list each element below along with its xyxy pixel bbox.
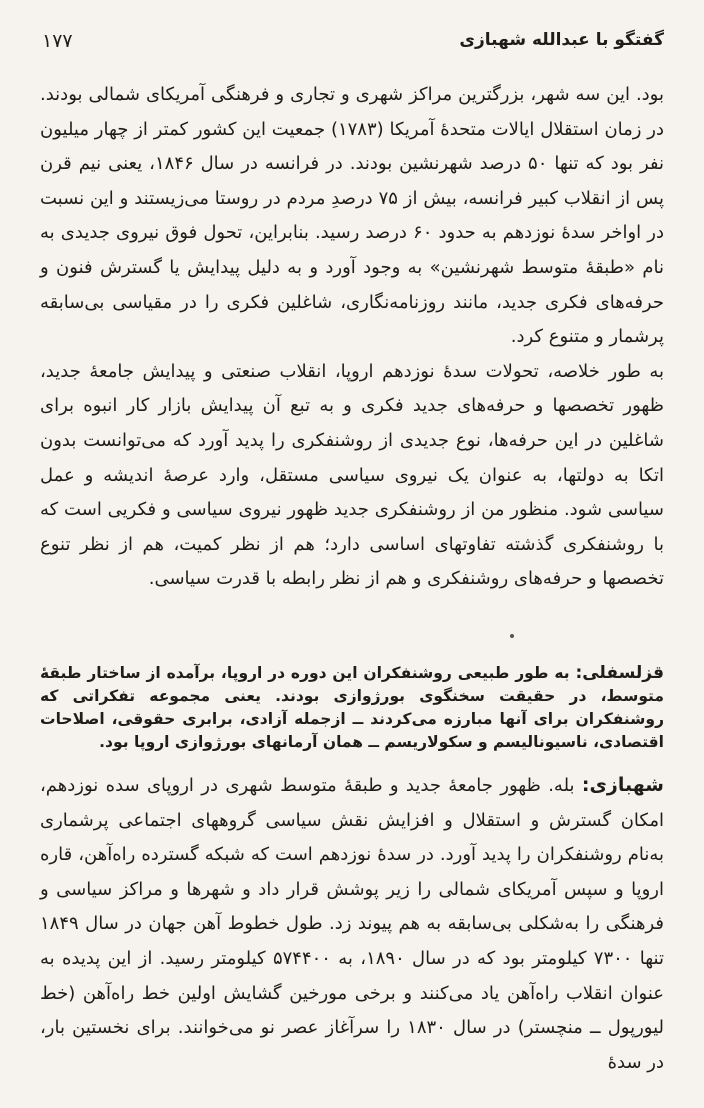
interview-question [40,662,664,754]
body-text [40,78,664,597]
page-number: ۱۷۷ [42,30,73,52]
running-head: گفتگو با عبدالله شهبازی [459,30,664,50]
interview-answer [40,768,664,1080]
page-header [42,30,664,58]
answer-text: بله. ظهور جامعهٔ جدید و طبقهٔ متوسط شهری در اروپای سده نوزدهم، امکان گسترش و استقلال و افزایش نقش سیاسی گروههای اجتماعی پرشماری به‌نام روشنفکران را پدید آورد. در سدهٔ نوزدهم است که شبکه گسترده راه‌آهن، قاره اروپا و سپس آمریکای شمالی را زیر پوشش قرار داد و شهرها و مراکز سیاسی و فرهنگی را به‌شکلی بی‌سابقه به هم پیوند زد. طول خطوط آهن جهان در سال ۱۸۴۹ تنها ۷۳۰۰ کیلومتر بود که در سال ۱۸۹۰، به ۵۷۴۴۰۰ کیلومتر رسید. از این پدیده به عنوان انقلاب راه‌آهن یاد می‌کنند و برخی مورخین گشایش اولین خط راه‌آهن (خط لیورپول ــ منچستر) در سال ۱۸۳۰ را سرآغاز عصر نو می‌خوانند. برای نخستین بار، در سدهٔ [40,775,664,1073]
paragraph-2: به طور خلاصه، تحولات سدهٔ نوزدهم اروپا، انقلاب صنعتی و پیدایش جامعهٔ جدید، ظهور تخصصها و حرفه‌های جدید فکری و به تبع آن پیدایش بازار کار انبوه برای شاغلین در این حرفه‌ها، نوع جدیدی از روشنفکری را پدید آورد که می‌توانست بدون اتکا به دولتها، به عنوان یک نیروی سیاسی مستقل، وارد عرصهٔ اندیشه و عمل سیاسی شود. منظور من از روشنفکری جدید ظهور نیروی سیاسی و فکریی است که با روشنفکری گذشته تفاوتهای اساسی دارد؛ هم از نظر کمیت، هم از نظر تنوع تخصصها و حرفه‌های روشنفکری و هم از نظر رابطه با قدرت سیاسی. [40,360,664,590]
paragraph-1: بود. این سه شهر، بزرگترین مراکز شهری و تجاری و فرهنگی آمریکای شمالی بودند. در زمان استقلال ایالات متحدهٔ آمریکا (۱۷۸۳) جمعیت این کشور کمتر از چهار میلیون نفر بود که تنها ۵۰ درصد شهرنشین بودند. در فرانسه در سال ۱۸۴۶، یعنی نیم قرن پس از انقلاب کبیر فرانسه، بیش از ۷۵ درصدِ مردم در روستا می‌زیستند و این نسبت در اواخر سدهٔ نوزدهم به حدود ۶۰ درصد رسید. بنابراین، تحول فوق نیروی جدیدی به نام «طبقهٔ متوسط شهرنشین» به وجود آورد و به دلیل پیدایش یا گسترش فنون و حرفه‌های فکری جدید، مانند روزنامه‌نگاری، شاغلین فکری را در مقیاسی بی‌سابقه پرشمار و متنوع کرد. [40,84,665,348]
answer-speaker: شهبازی: [581,774,664,796]
section-divider [510,634,514,638]
question-speaker: قزلسفلی: [575,663,664,683]
question-text: به طور طبیعی روشنفکران این دوره در اروپا، برآمده از ساختار طبقهٔ متوسط، در حقیقت سخنگوی بورژوازی بودند. یعنی مجموعه تفکراتی که روشنفکران برای آنها مبارزه می‌کردند ــ ازجمله آزادی، برابری حقوقی، اصلاحات اقتصادی، ناسیونالیسم و سکولاریسم ــ همان آرمانهای بورژوازی اروپا بود. [40,664,664,751]
